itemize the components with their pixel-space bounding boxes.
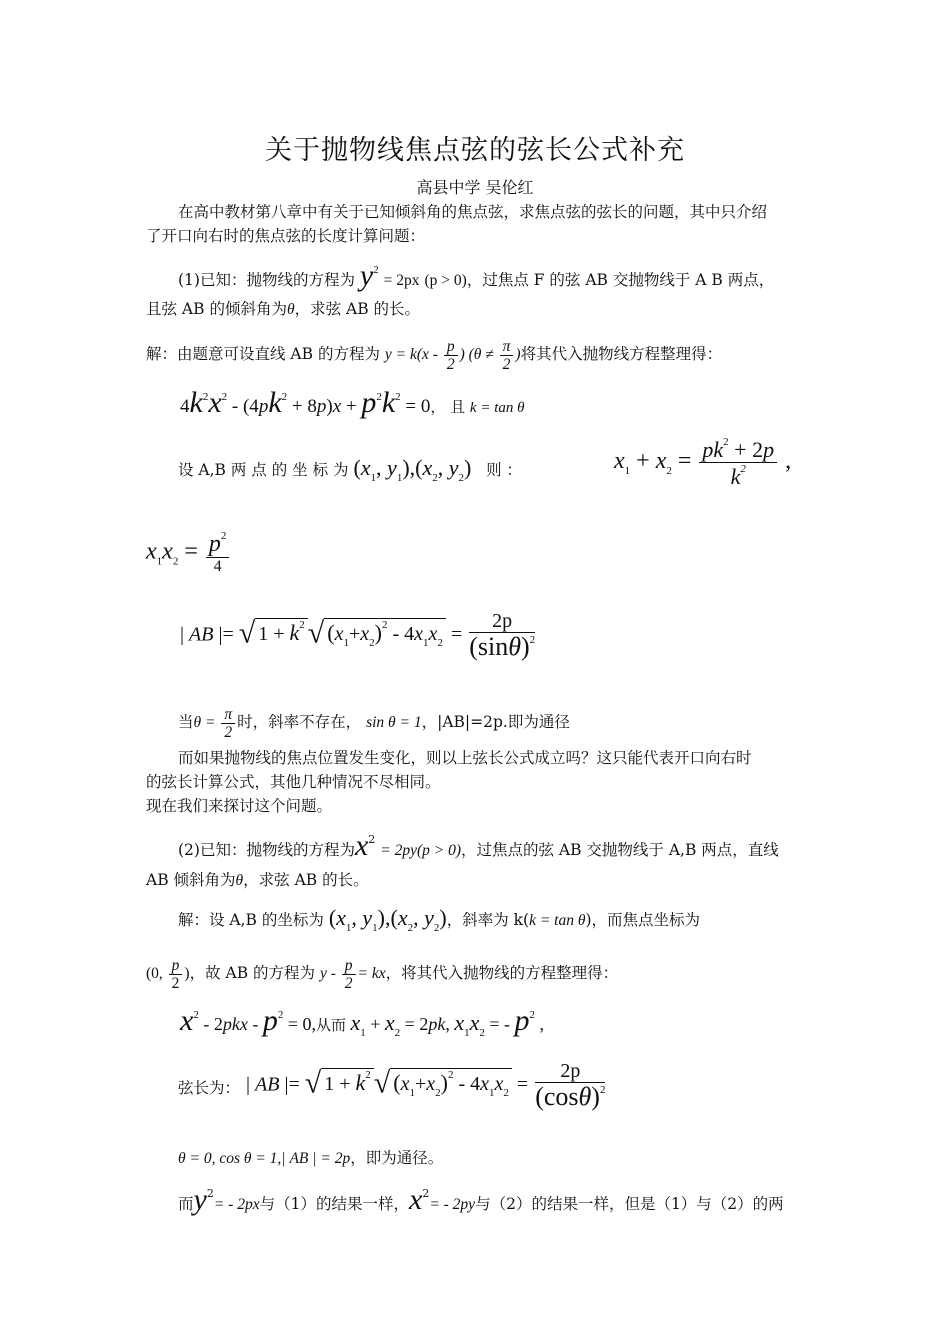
chord-length-1: | AB |= √ $1 + k^2$ √ $(x_1+x_2)^2 - 4x_1x_2$ = $\frac{2p}{(\sin\theta)^2}$	[180, 610, 536, 661]
theta-symbol: θ	[286, 301, 295, 318]
solution1-line	[146, 338, 810, 373]
quadratic-rhs: = 0	[405, 396, 431, 417]
and-text: ， 且	[430, 398, 466, 416]
author-line: 高县中学 吴伦红	[416, 178, 534, 197]
sum-roots-equation: $x_1 + x_2$ = $\frac{pk^2 + 2p}{k^2}$ ,	[614, 436, 792, 490]
last-eq1: = - 2px	[213, 1196, 260, 1213]
chord-length-2: | AB |= √ $1 + k^2$ √ $(x_1+x_2)^2 - 4x_1x_2$ = $\frac{2p}{(\cos\theta)^2}$	[246, 1060, 606, 1111]
coords-then: 则 ：	[486, 461, 523, 479]
solution1-suffix: 将其代入抛物线方程整理得：	[520, 345, 723, 364]
coords-math: ($x_1$, $y_1),(x_2$, $y_2$)	[353, 455, 472, 484]
chord2-label: 弦长为：	[178, 1079, 241, 1097]
problem1-suffix: ，过焦点 F 的弦 AB 交抛物线于 A B 两点，	[466, 271, 775, 289]
tongjing2-text: ，即为通径。	[350, 1149, 444, 1167]
solution2-line2: (0, $\frac{p}{2}$ )，故 AB 的方程为 y - $\frac{p}{2}$ = kx，将其代入抛物线的方程整理得：	[146, 957, 619, 993]
problem1-line2-b: ，求弦 AB 的长。	[294, 300, 421, 318]
when1-c: ，|AB|=2p.即为通径	[421, 713, 570, 732]
problem2-line2: AB 倾斜角为θ，求弦 AB 的长。	[146, 871, 369, 889]
product-denominator: 4	[213, 558, 222, 576]
solution1-prefix: 解：由题意可设直线 AB 的方程为	[146, 345, 380, 364]
problem2-prefix: (2)已知：抛物线的方程为	[178, 841, 355, 859]
product-roots-equation: $x_1x_2$ = $\frac{p^2}{4}$	[146, 530, 231, 576]
problem2-line2-b: ，求弦 AB 的长。	[243, 871, 369, 889]
last-a: 而	[178, 1195, 194, 1213]
problem1-eq: = 2px	[383, 272, 420, 289]
k-tan-theta: k = tan θ	[469, 400, 525, 416]
last-c: 与（2）的结果一样，但是（1）与（2）的两	[475, 1195, 784, 1213]
change-line-1: 而如果抛物线的焦点位置发生变化，则以上弦长公式成立吗？这只能代表开口向右时	[178, 749, 752, 767]
from-text: 从而	[315, 1016, 346, 1034]
last-eq2: = - 2py	[429, 1196, 476, 1213]
last-b: 与（1）的结果一样，	[259, 1195, 409, 1213]
math-y: y	[359, 259, 374, 292]
tongjing2-math: θ = 0, cos θ = 1,| AB | = 2p	[178, 1150, 351, 1167]
problem1-cond: (p > 0)	[424, 272, 467, 289]
problem2-line2-a: AB 倾斜角为	[146, 871, 236, 889]
problem1-line2-a: 且弦 AB 的倾斜角为	[146, 300, 287, 318]
when1-a: 当	[178, 713, 194, 732]
intro-line-2: 了开口向右时的焦点弦的长度计算问题：	[146, 227, 426, 245]
solution2-k: k = tan θ	[529, 912, 586, 929]
solution2-line-eq: = kx	[357, 965, 386, 983]
problem2-suffix: ，过焦点的弦 AB 交抛物线于 A,B 两点，直线	[460, 841, 779, 859]
intro-line-1: 在高中教材第八章中有关于已知倾斜角的焦点弦，求焦点弦的弦长的问题，其中只介绍	[178, 203, 768, 221]
chord2-numerator: 2p	[535, 1060, 605, 1083]
doc-title: 关于抛物线焦点弦的弦长公式补充	[265, 135, 685, 166]
chord1-numerator: 2p	[469, 610, 535, 633]
change-line-2: 的弦长计算公式，其他几种情况不尽相同。	[146, 773, 441, 791]
solution2-line1: 解：设 A,B 的坐标为 ($x_1$, $y_1),(x_2$, $y_2$)，斜率为 k(k = tan θ)，而焦点坐标为	[178, 905, 701, 934]
solution2-b: ，斜率为 k(	[446, 911, 530, 929]
when1-line: 当θ = $\frac{\pi}{2}$ 时，斜率不存在， sin θ = 1，|AB|=2p.即为通径	[178, 706, 570, 742]
tongjing2-line	[178, 1146, 842, 1171]
solution2-a: 解：设 A,B 的坐标为	[178, 911, 324, 929]
problem2-eq: = 2py(p > 0)	[380, 842, 461, 859]
solution2-c: )，而焦点坐标为	[585, 911, 701, 929]
problem1-line1: (1)已知：抛物线的方程为 $y^2 = 2px$ (p > 0)，过焦点 F 的弦 AB 交抛物线于 A B 两点，	[178, 259, 775, 292]
problem1-prefix: (1)已知：抛物线的方程为	[178, 271, 355, 289]
last-line: 而$y^2= - 2px$与（1）的结果一样，$x^2= - 2py$与（2）的结果一样，但是（1）与（2）的两	[178, 1183, 784, 1216]
quadratic-equation: $4k^2x^2 - (4pk^2 + 8p)x + p^2k^2 = 0$， 且 k = tan θ	[180, 386, 525, 419]
now-line: 现在我们来探讨这个问题。	[146, 797, 333, 815]
coords-prefix: 设 A,B 两 点 的 坐 标 为	[178, 461, 349, 479]
solution2-line2-a: ，故 AB 的方程为	[189, 964, 316, 983]
solution2-line2-b: ，将其代入抛物线的方程整理得：	[385, 964, 619, 983]
problem1-line2	[146, 297, 810, 322]
sin-theta-eq: sin θ = 1	[366, 714, 422, 732]
line-equation: y = k(x - $\frac{p}{2}$ ) (θ ≠ $\frac{\pi}{2}$ )	[384, 338, 521, 374]
problem2-line1: (2)已知：抛物线的方程为$x^2 = 2py(p > 0)$，过焦点的弦 AB 交抛物线于 A,B 两点，直线	[178, 829, 779, 862]
quadratic2-equation: $x^2 - 2pkx - p^2 = 0$,从而 $x_1 + x_2 = 2pk$, $x_1x_2$ = - $p^2$ ,	[180, 1004, 545, 1039]
when1-b: 时，斜率不存在，	[237, 713, 362, 732]
